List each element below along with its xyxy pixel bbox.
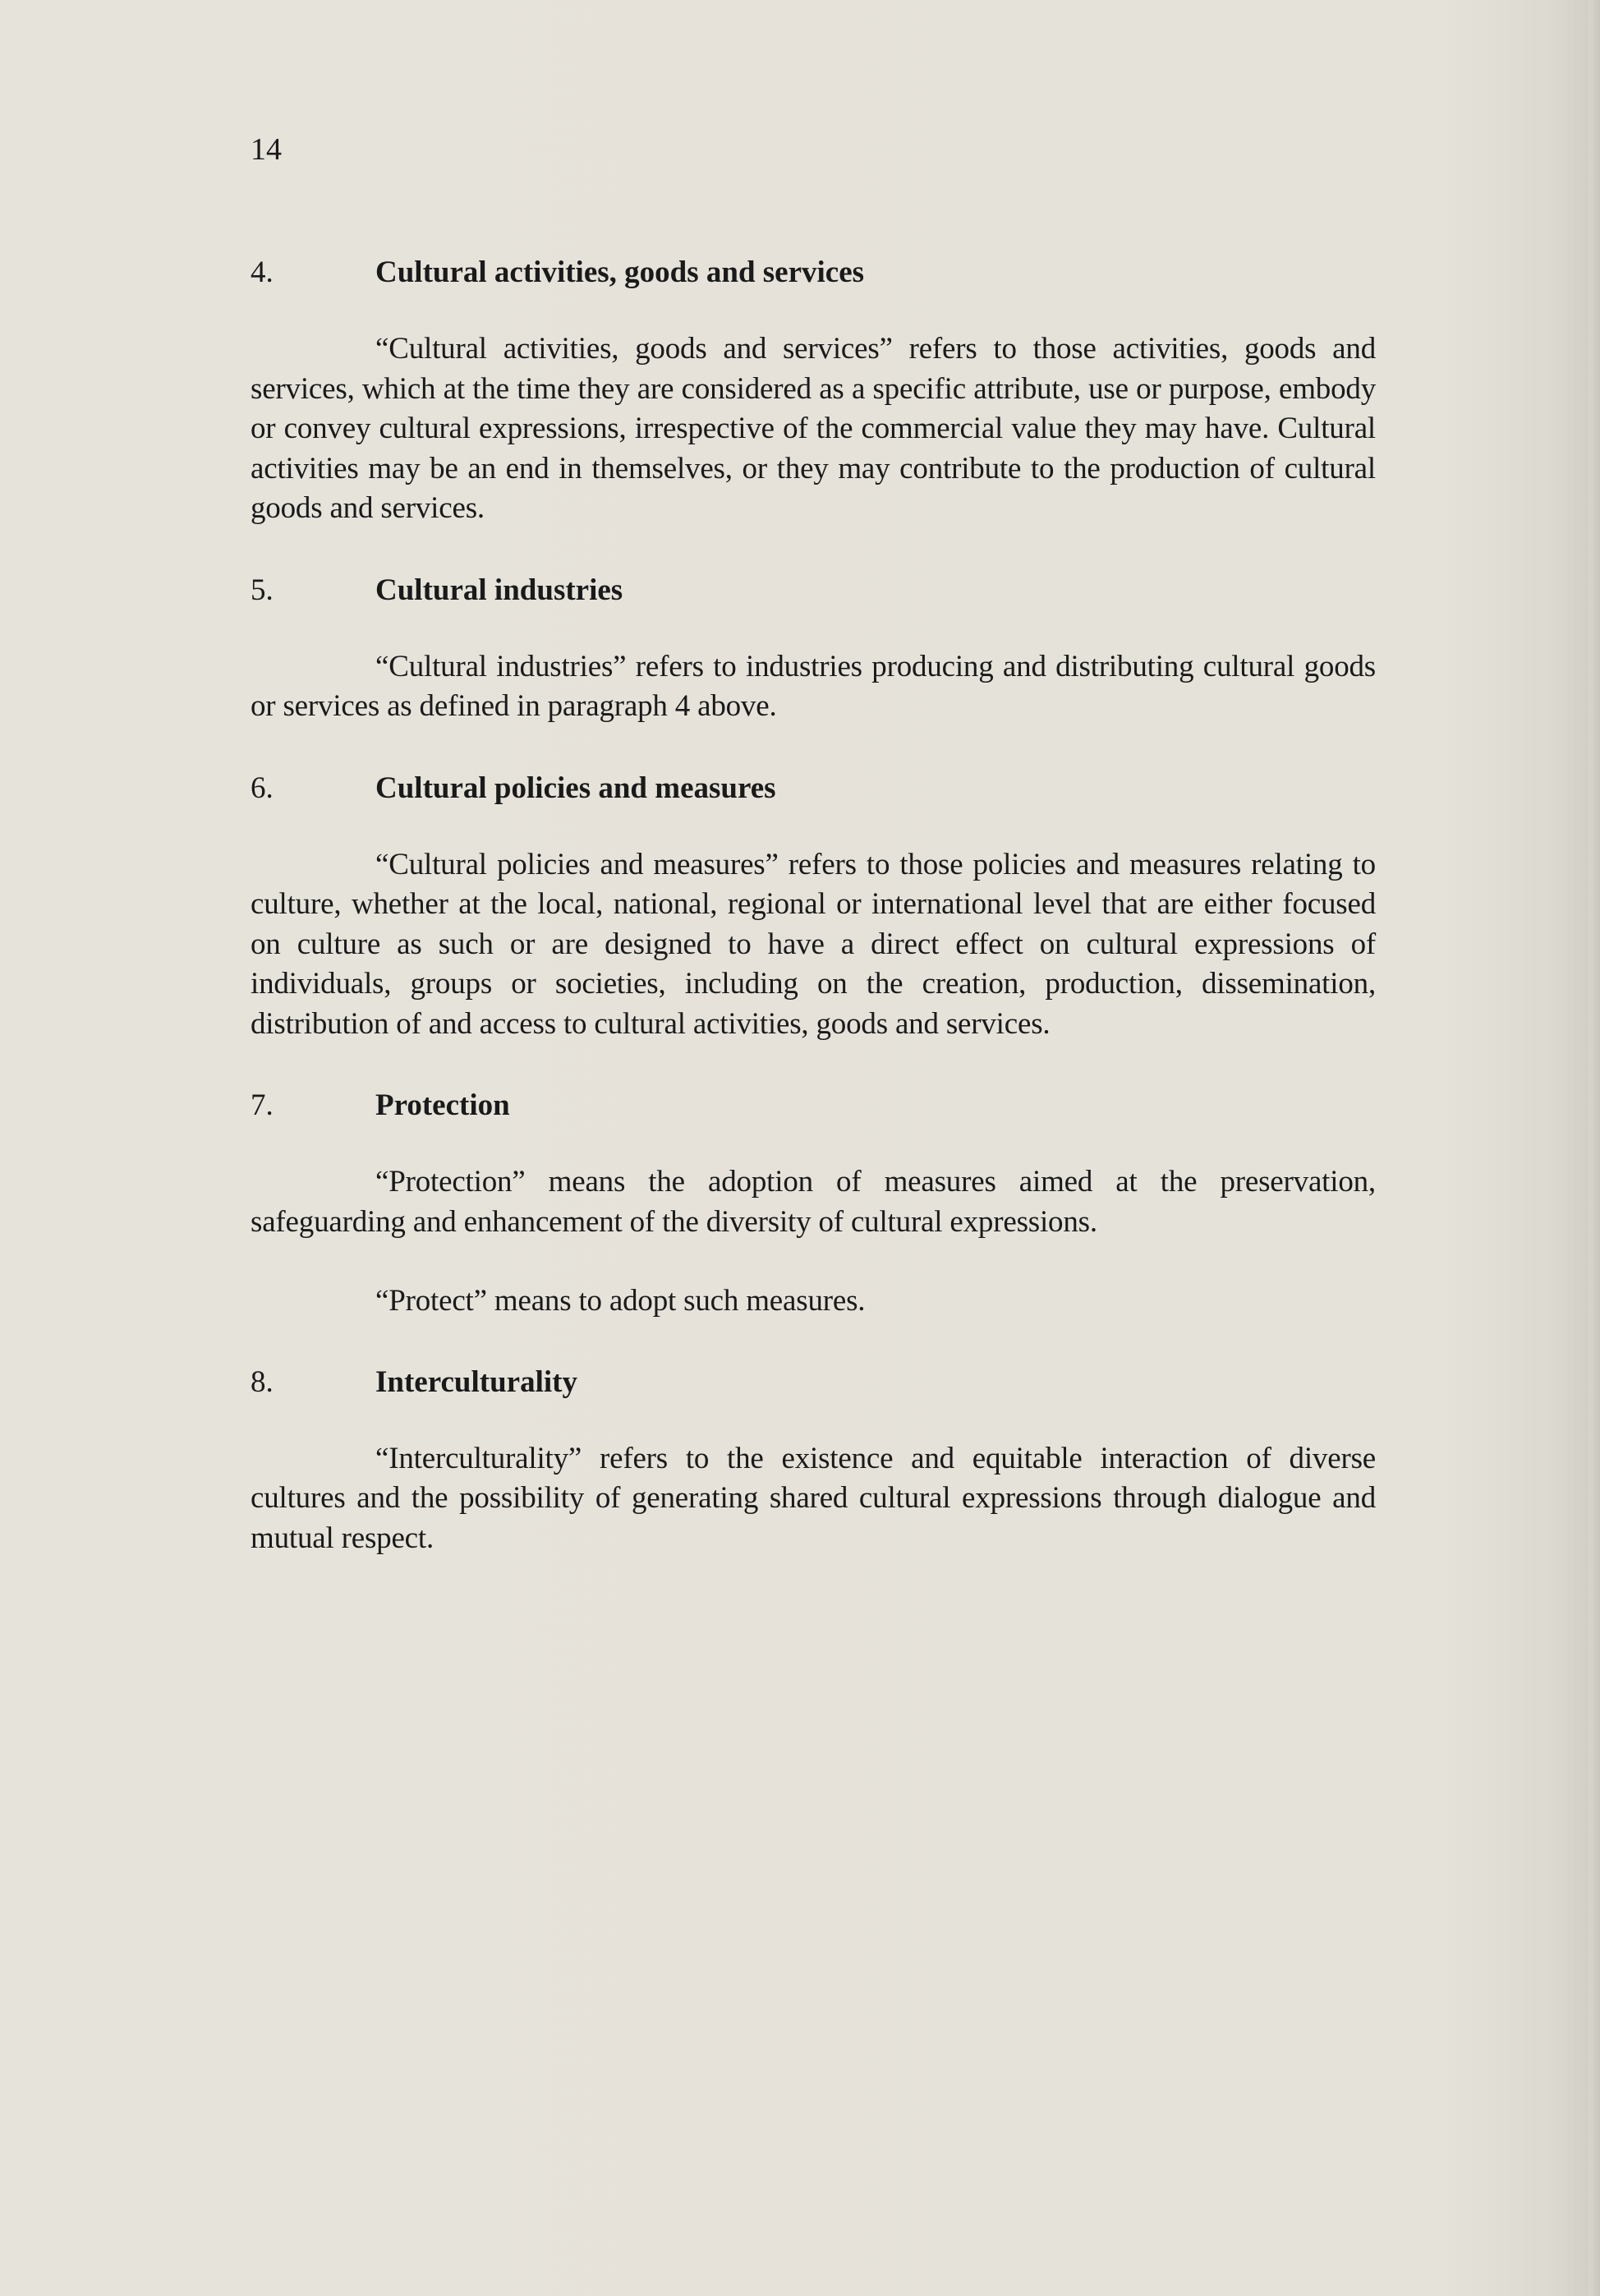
section-cultural-activities <box>251 255 1376 529</box>
section-heading <box>251 1364 1376 1401</box>
section-cultural-policies <box>251 771 1376 1045</box>
section-heading <box>251 573 1376 609</box>
section-heading <box>251 1088 1376 1124</box>
section-number: 6. <box>251 771 274 805</box>
section-protection <box>251 1088 1376 1322</box>
section-cultural-industries <box>251 573 1376 727</box>
section-title: Cultural activities, goods and services <box>375 255 865 289</box>
section-title: Cultural policies and measures <box>375 771 776 805</box>
section-paragraph: “Cultural industries” refers to industries producing and distributing cultural goods or services as defined in paragraph 4 above. <box>251 649 1376 723</box>
section-paragraph: “Cultural activities, goods and services” refers to those activities, goods and services, which at the time they are considered as a specific attribute, use or purpose, embody or convey cultural expressions, irrespective of the commercial value they may have. Cultural activities may be an end in themselves, or they may contribute to the production of cultural goods and services. <box>251 332 1376 525</box>
section-paragraph: “Cultural policies and measures” refers to those policies and measures relating to culture, whether at the local, national, regional or international level that are either focused on culture as such or are designed to have a direct effect on cultural expressions of individuals, groups or societies, including on the creation, production, dissemination, distribution of and access to cultural activities, goods and services. <box>251 847 1376 1041</box>
section-number: 8. <box>251 1364 274 1399</box>
section-paragraph: “Protect” means to adopt such measures. <box>375 1284 866 1318</box>
section-number: 4. <box>251 255 274 289</box>
section-title: Cultural industries <box>375 573 623 607</box>
document-body <box>251 255 1376 1558</box>
section-paragraph: “Interculturality” refers to the existence and equitable interaction of diverse cultures and the possibility of generating shared cultural expressions through dialogue and mutual respect. <box>251 1441 1376 1555</box>
section-heading <box>251 771 1376 807</box>
section-heading <box>251 255 1376 291</box>
section-paragraph: “Protection” means the adoption of measures aimed at the preservation, safeguarding and enhancement of the diversity of cultural expressions. <box>251 1165 1376 1239</box>
page-number: 14 <box>251 132 282 167</box>
section-interculturality <box>251 1364 1376 1559</box>
section-number: 5. <box>251 573 274 607</box>
page-edge <box>1589 0 1600 2296</box>
section-title: Protection <box>375 1088 510 1122</box>
section-number: 7. <box>251 1088 274 1122</box>
section-title: Interculturality <box>375 1364 577 1399</box>
